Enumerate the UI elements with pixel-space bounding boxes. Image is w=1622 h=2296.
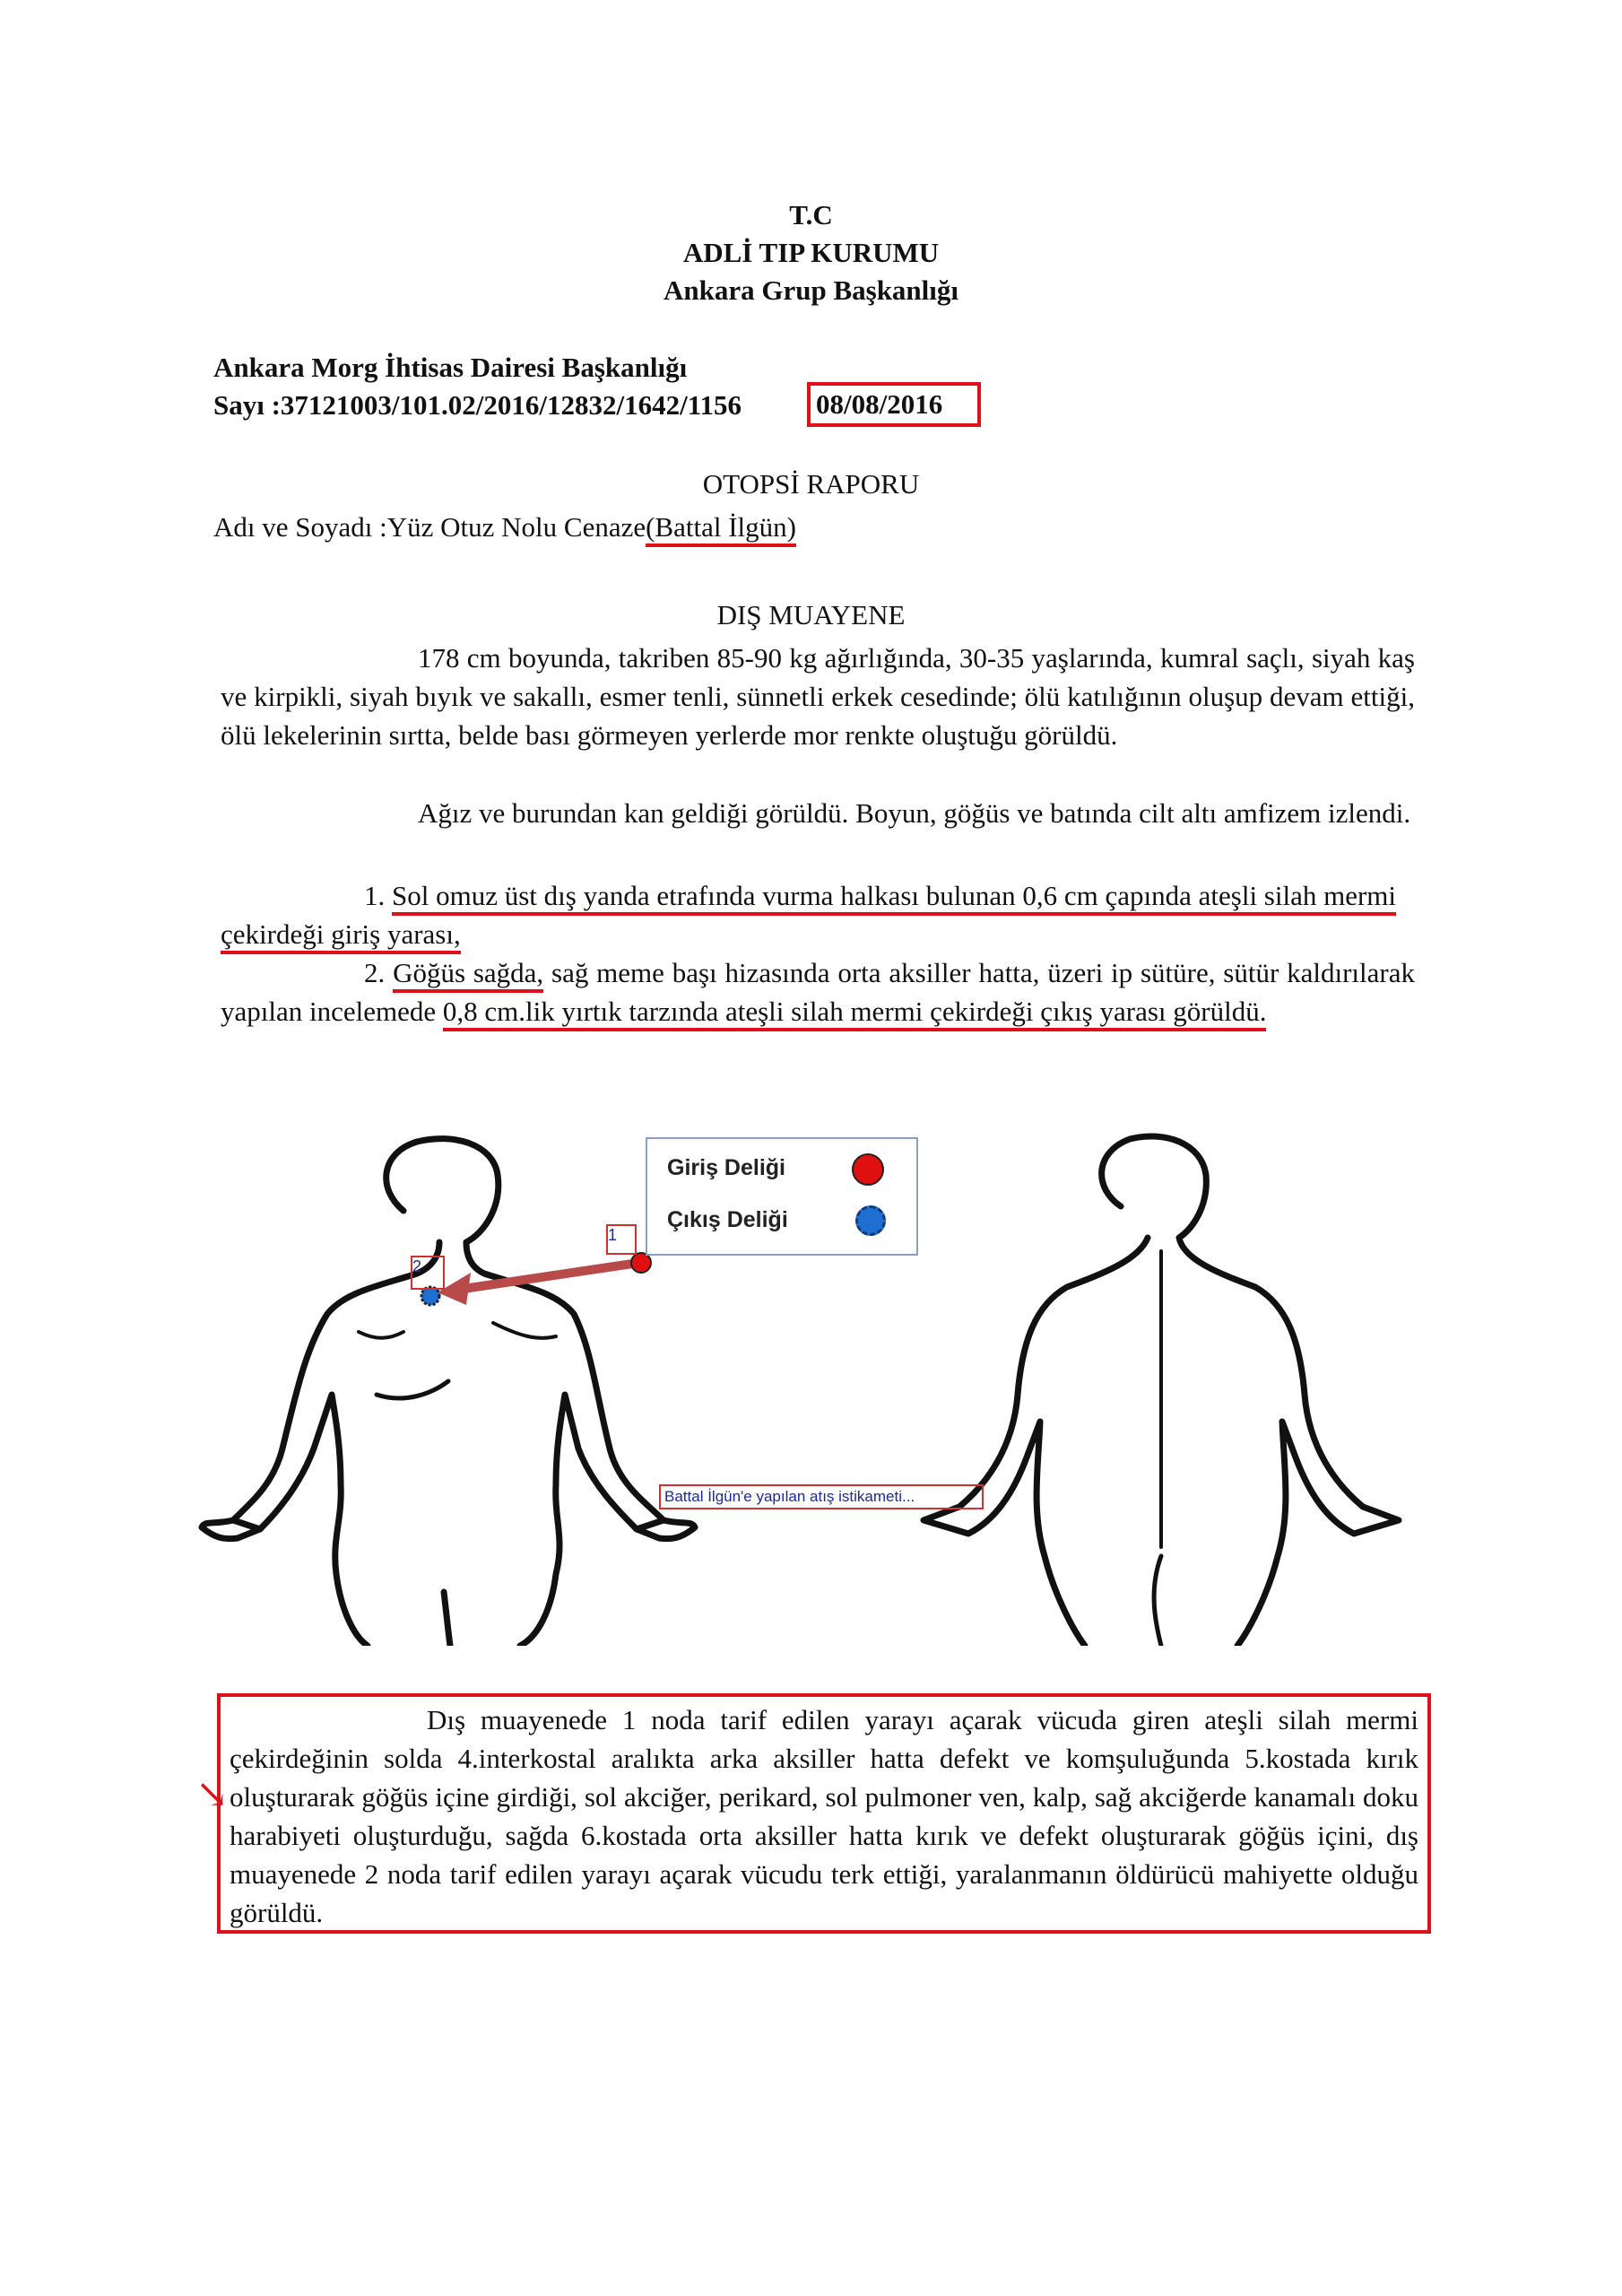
item1-text: Sol omuz üst dış yanda etrafında vurma halkası bulunan 0,6 cm çapında ateşli silah mermi çekirdeği giriş yarası, — [221, 880, 1396, 954]
trajectory-caption: Battal İlgün'e yapılan atış istikameti... — [659, 1484, 984, 1509]
exit-wound-marker — [421, 1287, 439, 1305]
legend-entry-icon — [852, 1153, 884, 1186]
item2-description: sağ meme başı hizasında orta aksiller hatta, üzeri ip sütüre, sütür kaldırılarak yapılan incelemede — [221, 957, 1415, 1027]
report-date: 08/08/2016 — [807, 382, 981, 427]
finding-item-1 — [221, 876, 1415, 953]
name-label: Adı ve Soyadı :Yüz Otuz Nolu Cenaze — [213, 511, 646, 543]
external-paragraph-1: 178 cm boyunda, takriben 85-90 kg ağırlığında, 30-35 yaşlarında, kumral saçlı, siyah kaş ve kirpikli, siyah bıyık ve sakallı, esmer tenli, sünnetli erkek cesedinde; ölü katılığının oluşup devam ettiği, ölü lekelerinin sırtta, belde bası görmeyen yerlerde mor renkte oluştuğu görüldü. — [221, 642, 1415, 751]
reference-number: Sayı :37121003/101.02/2016/12832/1642/1156 — [213, 389, 742, 421]
internal-findings-box — [217, 1693, 1431, 1934]
marker-2-label: 2 — [411, 1256, 445, 1290]
legend-entry-label: Giriş Deliği — [667, 1155, 785, 1180]
deceased-name-line — [213, 511, 796, 544]
item2-location: Göğüs sağda, — [393, 957, 543, 993]
header-institution: ADLİ TIP KURUMU — [682, 237, 940, 268]
entry-wound-marker — [631, 1253, 651, 1273]
office-name: Ankara Morg İhtisas Dairesi Başkanlığı — [213, 352, 688, 383]
name-value: (Battal İlgün) — [646, 511, 796, 547]
arrow-annotation-icon: ↘ — [195, 1772, 229, 1816]
marker-1-label: 1 — [606, 1224, 637, 1255]
item2-number: 2. — [364, 957, 386, 988]
report-title: OTOPSİ RAPORU — [702, 468, 920, 500]
diagram-legend — [646, 1137, 918, 1256]
internal-findings-text: Dış muayenede 1 noda tarif edilen yarayı açarak vücuda giren ateşli silah mermi çekirdeğinin solda 4.interkostal aralıkta arka aksiller hatta defekt ve komşuluğunda 5.kostada kırık oluşturarak göğüs içine girdiği, sol akciğer, perikard, sol pulmoner ven, kalp, sağ akciğerde kanamalı doku harabiyeti oluşturduğu, sağda 6.kostada orta aksiller hatta kırık ve defekt oluşturarak göğüs içini, dış muayenede 2 noda tarif edilen yarayı açarak vücudu terk ettiği, yaralanmanın öldürücü mahiyette olduğu görüldü. — [230, 1704, 1418, 1928]
header-group: Ankara Grup Başkanlığı — [663, 274, 959, 306]
item1-number: 1. — [364, 880, 386, 911]
item2-exit-wound: 0,8 cm.lik yırtık tarzında ateşli silah mermi çekirdeği çıkış yarası görüldü. — [443, 996, 1267, 1031]
front-body-outline — [202, 1139, 695, 1646]
external-paragraph-2: Ağız ve burundan kan geldiği görüldü. Boyun, göğüs ve batında cilt altı amfizem izlendi. — [418, 797, 1411, 829]
section-title-external: DIŞ MUAYENE — [716, 599, 906, 631]
finding-item-2 — [221, 953, 1415, 1031]
legend-exit-icon — [855, 1205, 886, 1236]
back-body-outline — [924, 1136, 1399, 1646]
legend-exit-label: Çıkış Deliği — [667, 1207, 788, 1232]
header-tc: T.C — [789, 199, 833, 230]
